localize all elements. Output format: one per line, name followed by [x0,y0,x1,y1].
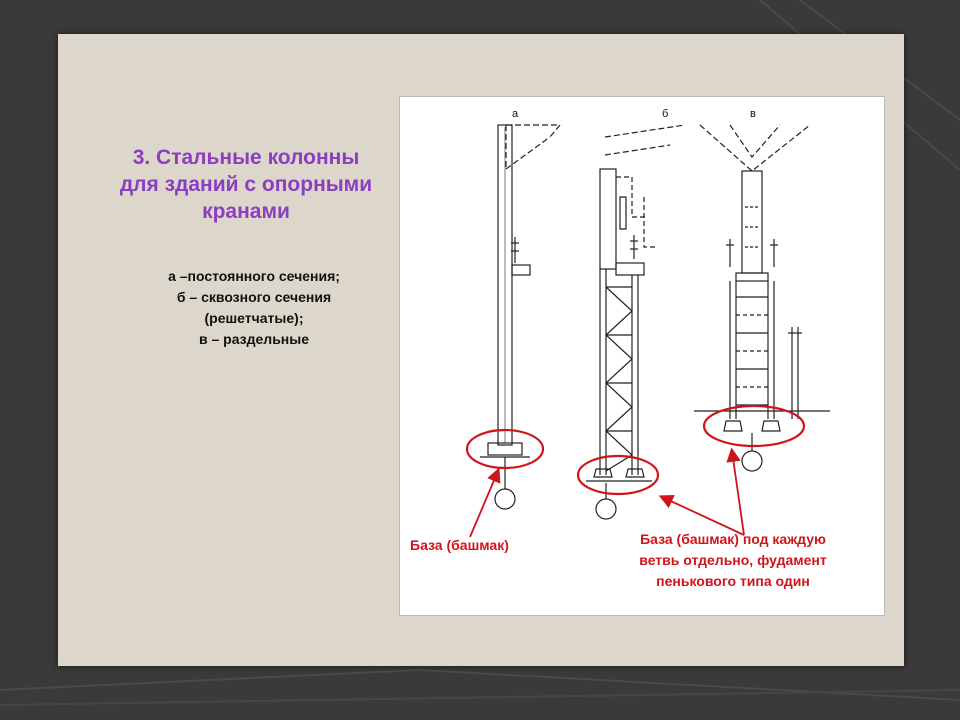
legend-line-b: б – сквозного сечения [176,289,332,305]
label-b: б [662,108,669,120]
label-v: в [750,108,756,120]
legend-line-v: в – раздельные [198,331,309,347]
label-a: а [512,108,519,120]
legend-line-b-cont: (решетчатые); [204,310,304,326]
slide-title [86,144,406,225]
arrow-to-base-a [470,471,498,537]
annotation-base-each [598,529,868,592]
slide [58,34,904,666]
annotation-base-each-line-3: пенькового типа один [656,573,810,589]
column-figure-panel [399,96,885,616]
annotation-base-single: База (башмак) [410,537,509,553]
column-v-drawing [694,108,830,471]
legend-line-a: а –постоянного сечения; [168,268,340,284]
title-line-1: 3. Стальные колонны [132,146,360,169]
annotation-base-each-line-1: База (башмак) под каждую [640,531,826,547]
title-line-3: кранами [202,200,290,223]
legend [120,266,388,350]
annotation-base-each-line-2: ветвь отдельно, фудамент [639,552,827,568]
highlight-base-b [578,456,658,494]
highlight-base-v [704,406,804,446]
title-line-2: для зданий с опорными [119,173,373,196]
column-a-drawing [480,108,560,509]
